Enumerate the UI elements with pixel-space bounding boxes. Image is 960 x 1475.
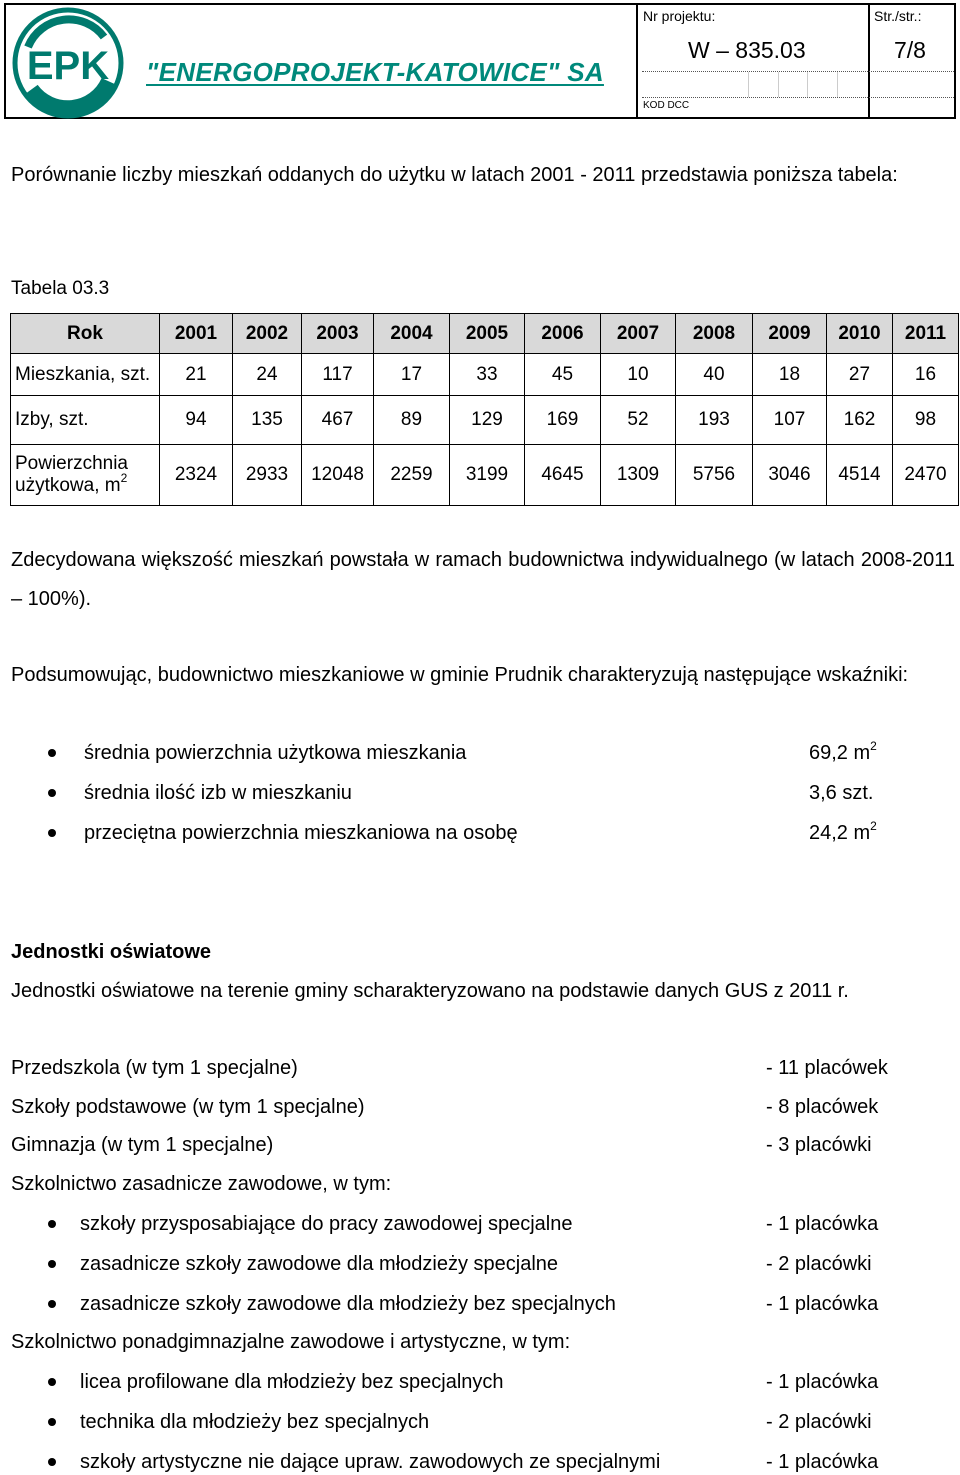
table-cell: 2324 (160, 444, 233, 505)
intro-paragraph: Porównanie liczby mieszkań oddanych do użytku w latach 2001 - 2011 przedstawia poniższa tabela: (11, 164, 898, 186)
table-cell: 21 (160, 354, 233, 396)
paragraph: Podsumowując, budownictwo mieszkaniowe w gminie Prudnik charakteryzują następujące wskaźniki: (11, 664, 909, 686)
school-count: - 11 placówek (766, 1057, 888, 1079)
document-header (4, 3, 956, 119)
paragraph: Zdecydowana większość mieszkań powstała w ramach budownictwa indywidualnego (w latach 2008-2011 – 100%). (11, 549, 955, 610)
bullet-icon (48, 1300, 56, 1308)
table-header-cell: 2011 (893, 314, 959, 354)
superscript: 2 (120, 470, 128, 485)
school-count: - 2 placówki (766, 1253, 872, 1275)
table-cell: 2933 (233, 444, 302, 505)
school-label: zasadnicze szkoły zawodowe dla młodzieży bez specjalnych (80, 1293, 616, 1315)
table-row-label: Mieszkania, szt. (11, 354, 160, 396)
table-cell: 467 (302, 396, 374, 444)
school-count: - 1 placówka (766, 1451, 879, 1473)
company-logo-icon (12, 7, 124, 119)
bullet-icon (48, 1418, 56, 1426)
table-header-cell: 2010 (827, 314, 893, 354)
table-cell: 1309 (601, 444, 676, 505)
bullet-icon (48, 789, 56, 797)
company-name: "ENERGOPROJEKT-KATOWICE" SA (146, 57, 604, 87)
table-cell: 89 (374, 396, 450, 444)
bullet-icon (48, 829, 56, 837)
school-count: - 8 placówek (766, 1096, 879, 1118)
table-cell: 117 (302, 354, 374, 396)
school-count: - 2 placówki (766, 1411, 872, 1433)
table-header-cell: Rok (11, 314, 160, 354)
table-cell: 52 (601, 396, 676, 444)
table-cell: 94 (160, 396, 233, 444)
school-label: szkoły przysposabiające do pracy zawodowej specjalne (80, 1213, 573, 1235)
table-header-cell: 2007 (601, 314, 676, 354)
table-cell: 27 (827, 354, 893, 396)
row-label-line: użytkowa, m (15, 474, 121, 496)
table-header-row (11, 314, 959, 354)
table-cell: 169 (525, 396, 601, 444)
table-header-cell: 2008 (676, 314, 753, 354)
indicator-value: 3,6 szt. (809, 782, 874, 804)
vocational-heading: Szkolnictwo zasadnicze zawodowe, w tym: (11, 1173, 392, 1195)
school-count: - 1 placówka (766, 1371, 879, 1393)
table-row (11, 444, 959, 505)
school-count: - 3 placówki (766, 1134, 872, 1156)
table-row (11, 396, 959, 444)
table-cell: 4514 (827, 444, 893, 505)
table-cell: 135 (233, 396, 302, 444)
table-cell: 24 (233, 354, 302, 396)
bullet-icon (48, 1378, 56, 1386)
bullet-icon (48, 749, 56, 757)
housing-table (10, 313, 959, 506)
table-cell: 162 (827, 396, 893, 444)
school-count: - 1 placówka (766, 1213, 879, 1235)
bullet-icon (48, 1220, 56, 1228)
table-header-cell: 2004 (374, 314, 450, 354)
project-number-label: Nr projektu: (643, 8, 716, 24)
table-cell: 2259 (374, 444, 450, 505)
table-header-cell: 2005 (450, 314, 525, 354)
school-label: szkoły artystyczne nie dające upraw. zawodowych ze specjalnymi (80, 1451, 661, 1473)
table-cell: 10 (601, 354, 676, 396)
table-row (11, 354, 959, 396)
header-divider (868, 5, 870, 117)
superscript: 2 (870, 739, 877, 753)
header-divider (642, 97, 954, 98)
project-number: W – 835.03 (688, 37, 806, 63)
table-cell: 16 (893, 354, 959, 396)
kod-dcc-label: KOD DCC (643, 100, 690, 111)
header-divider (636, 5, 638, 117)
section-title: Jednostki oświatowe (11, 941, 212, 963)
page-label: Str./str.: (874, 8, 922, 24)
table-header-cell: 2001 (160, 314, 233, 354)
school-label: Gimnazja (w tym 1 specjalne) (11, 1134, 274, 1156)
table-cell: 45 (525, 354, 601, 396)
table-cell: 18 (753, 354, 827, 396)
table-cell: 98 (893, 396, 959, 444)
table-cell: 3046 (753, 444, 827, 505)
table-row-label: Izby, szt. (11, 396, 160, 444)
row-label-line: Powierzchnia (15, 452, 128, 474)
indicator-label: średnia ilość izb w mieszkaniu (84, 782, 352, 804)
table-row-label (11, 444, 160, 505)
table-cell: 2470 (893, 444, 959, 505)
indicator-value-text: 69,2 m (809, 742, 871, 764)
bullet-icon (48, 1260, 56, 1268)
school-label: zasadnicze szkoły zawodowe dla młodzieży specjalne (80, 1253, 559, 1275)
bullet-icon (48, 1458, 56, 1466)
school-label: technika dla młodzieży bez specjalnych (80, 1411, 430, 1433)
table-caption: Tabela 03.3 (11, 278, 110, 299)
table-cell: 40 (676, 354, 753, 396)
table-cell: 12048 (302, 444, 374, 505)
table-header-cell: 2006 (525, 314, 601, 354)
logo-text: EPK (26, 44, 110, 88)
table-cell: 17 (374, 354, 450, 396)
school-label: Przedszkola (w tym 1 specjalne) (11, 1057, 298, 1079)
table-cell: 129 (450, 396, 525, 444)
school-count: - 1 placówka (766, 1293, 879, 1315)
indicator-value-text: 24,2 m (809, 822, 871, 844)
indicator-label: średnia powierzchnia użytkowa mieszkania (84, 742, 467, 764)
indicator-value (809, 740, 877, 766)
section-intro: Jednostki oświatowe na terenie gminy scharakteryzowano na podstawie danych GUS z 2011 r. (11, 980, 849, 1002)
indicator-value (809, 820, 877, 846)
superscript: 2 (870, 819, 877, 833)
table-header-cell: 2009 (753, 314, 827, 354)
indicator-label: przeciętna powierzchnia mieszkaniowa na osobę (84, 822, 518, 844)
table-cell: 3199 (450, 444, 525, 505)
table-cell: 5756 (676, 444, 753, 505)
table-cell: 107 (753, 396, 827, 444)
header-code-cells (748, 72, 866, 97)
table-cell: 33 (450, 354, 525, 396)
table-header-cell: 2002 (233, 314, 302, 354)
table-cell: 193 (676, 396, 753, 444)
school-label: licea profilowane dla młodzieży bez specjalnych (80, 1371, 504, 1393)
table-cell: 4645 (525, 444, 601, 505)
upper-secondary-heading: Szkolnictwo ponadgimnazjalne zawodowe i artystyczne, w tym: (11, 1331, 571, 1353)
page-number: 7/8 (894, 37, 926, 63)
table-header-cell: 2003 (302, 314, 374, 354)
school-label: Szkoły podstawowe (w tym 1 specjalne) (11, 1096, 365, 1118)
